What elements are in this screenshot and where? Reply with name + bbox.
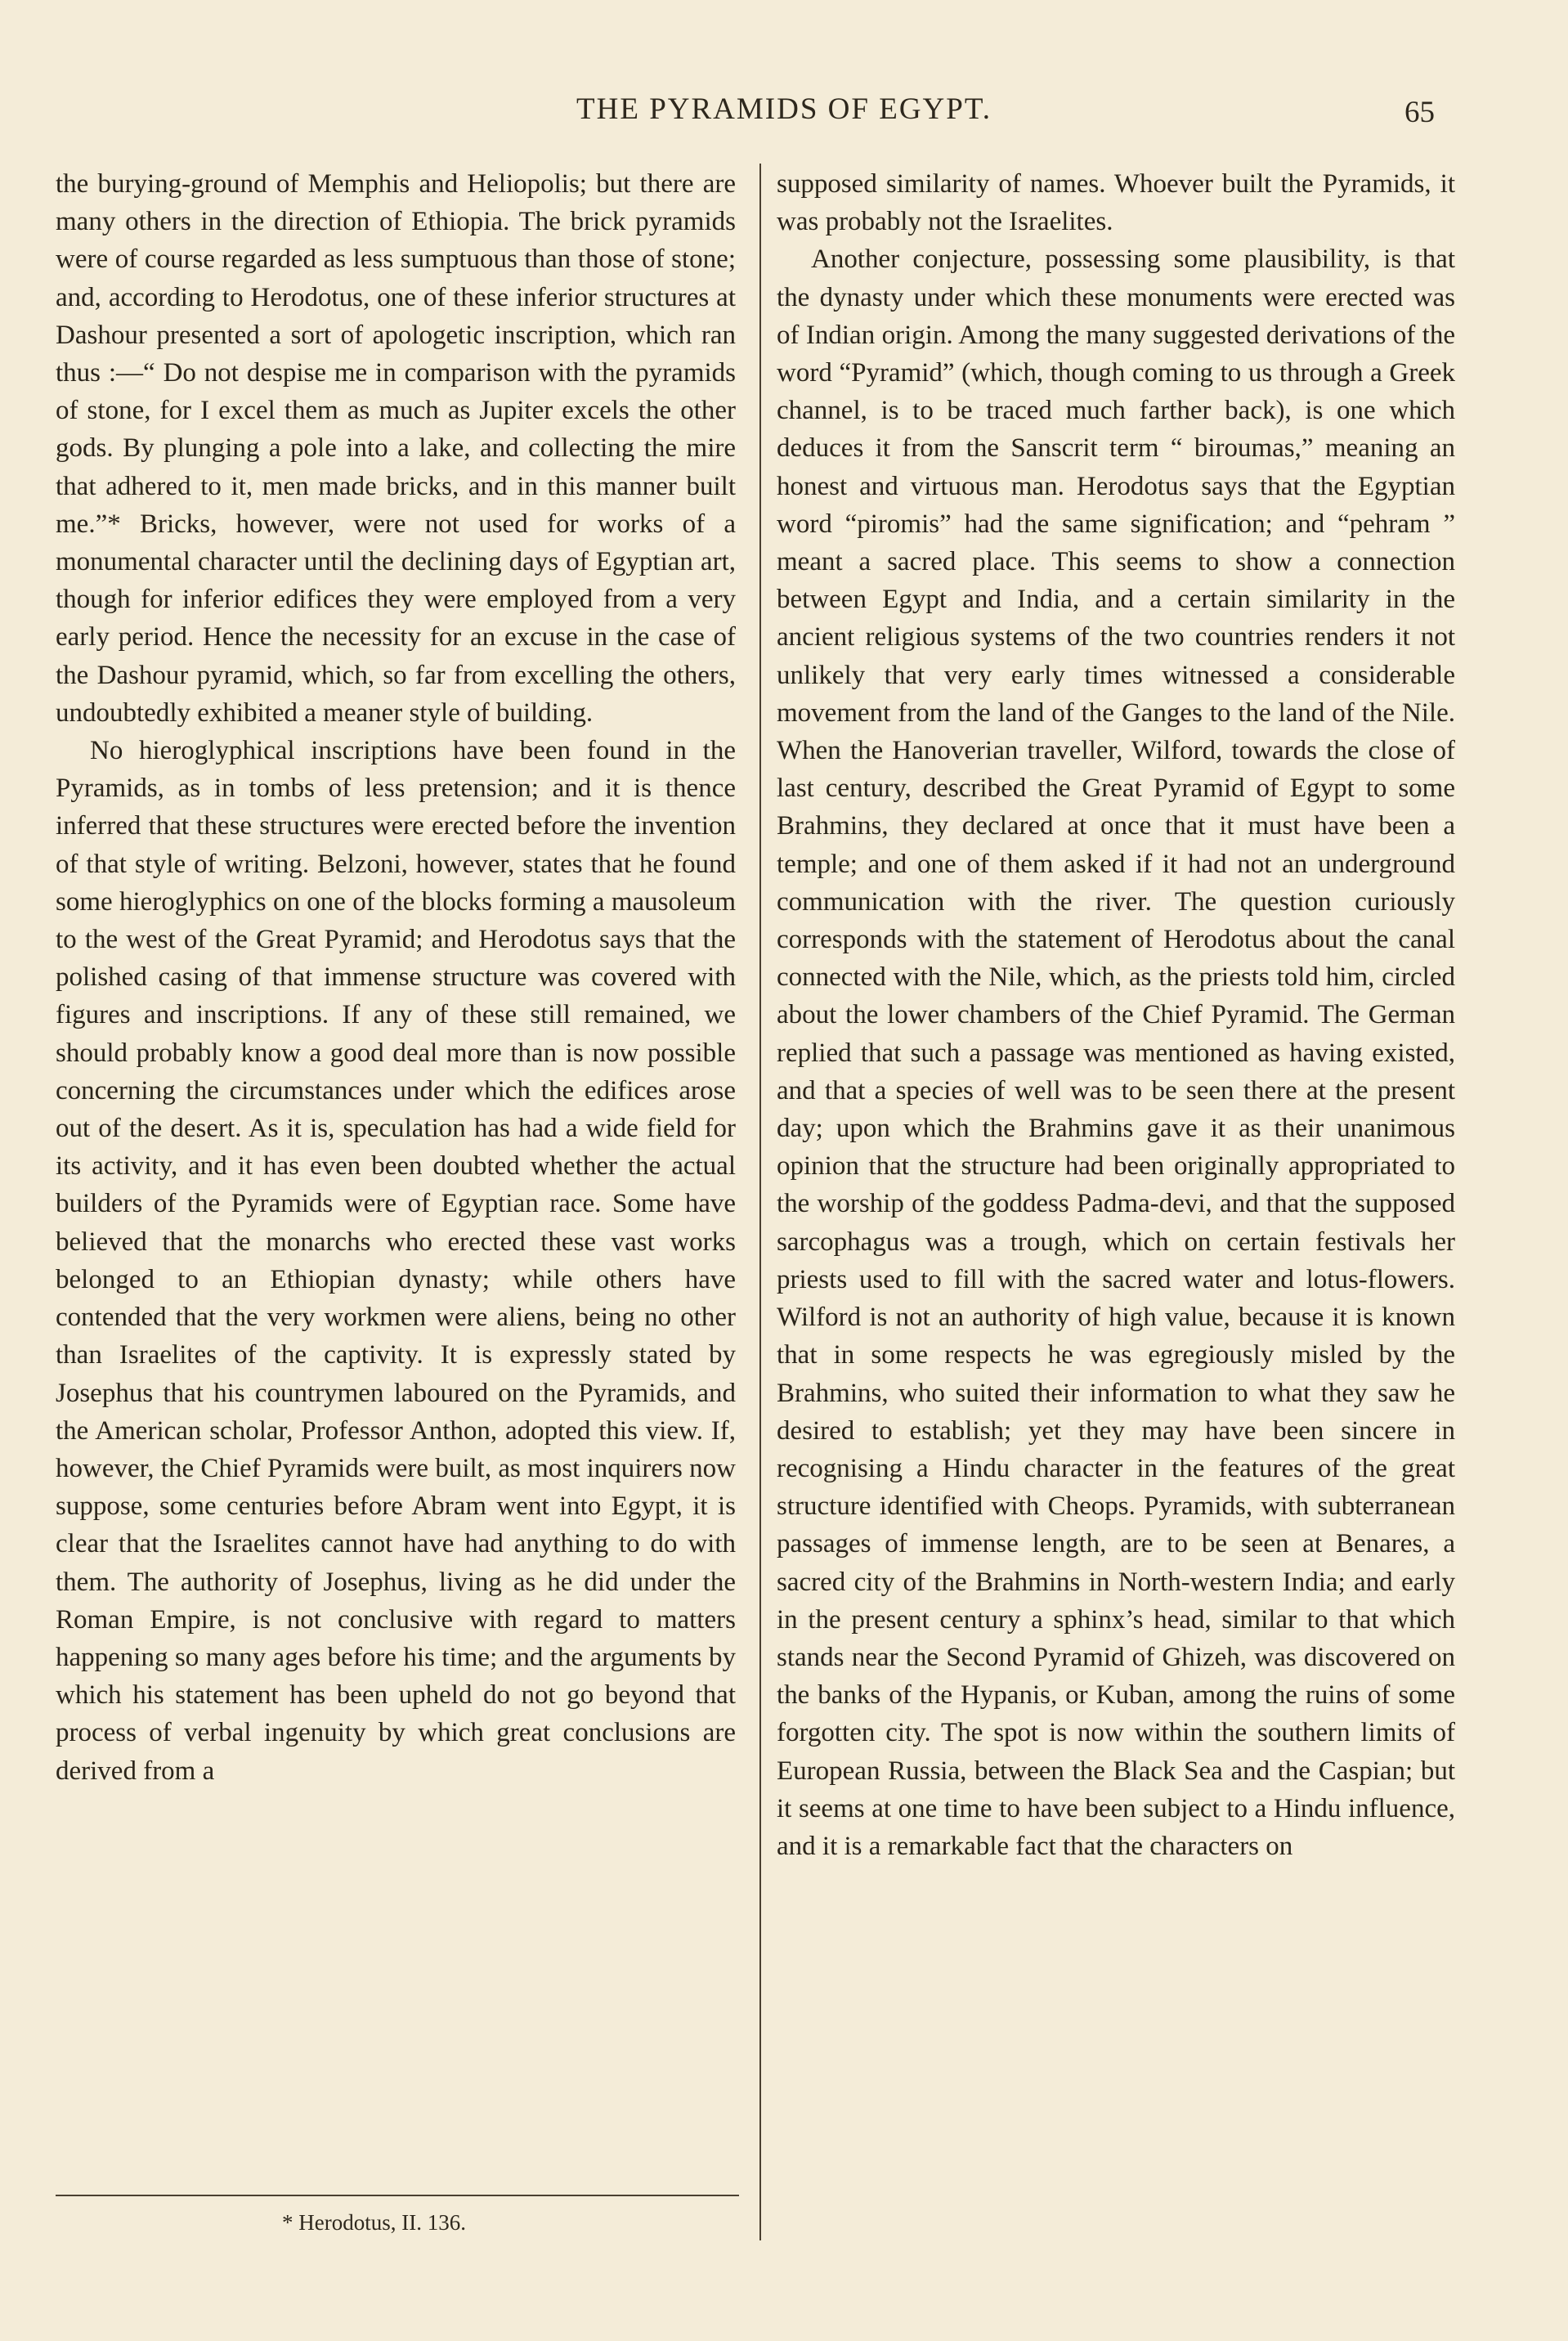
left-paragraph-1: the burying-ground of Memphis and Heliopolis; but there are many others in the direction of Ethiopia. The brick pyramids were of course regarded as less sumptuous than those of stone; and, according to Herodotus, one of these inferior structures at Dashour presented a sort of apologetic inscription, which ran thus :—“ Do not despise me in comparison with the pyramids of stone, for I excel them as much as Jupiter excels the other gods. By plunging a pole into a lake, and collecting the mire that adhered to it, men made bricks, and in this manner built me.”* Bricks, however, were not used for works of a monumental character until the declining days of Egyptian art, though for inferior edifices they were employed from a very early period. Hence the necessity for an excuse in the case of the Dashour pyramid, which, so far from excelling the others, undoubtedly exhibited a meaner style of building. xyxy=(56,169,736,728)
footnote: * Herodotus, II. 136. xyxy=(282,2210,466,2235)
right-paragraph-2: Another conjecture, possessing some plausibility, is that the dynasty under which these monuments were erected was of Indian origin. Among the many suggested derivations of the word “Pyramid” (which, though coming to us through a Greek channel, is to be traced much farther back), is one which deduces it from the Sanscrit term “ biroumas,” meaning an honest and virtuous man. Herodotus says that the Egyptian word “piromis” had the same signification; and “pehram ” meant a sacred place. This seems to show a connection between Egypt and India, and a certain similarity in the ancient religious systems of the two countries renders it not unlikely that very early times witnessed a considerable movement from the land of the Ganges to the land of the Nile. When the Hanoverian traveller, Wilford, towards the close of last century, described the Great Pyramid of Egypt to some Brahmins, they declared at once that it must have been a temple; and one of them asked if it had not an underground communication with the river. The question curiously corresponds with the statement of Herodotus about the canal connected with the Nile, which, as the priests told him, circled about the lower chambers of the Chief Pyramid. The German replied that such a passage was mentioned as having existed, and that a species of well was to be seen there at the present day; upon which the Brahmins gave it as their unanimous opinion that the structure had been originally appropriated to the worship of the goddess Padma-devi, and that the supposed sarcophagus was a trough, which on certain festivals her priests used to fill with the sacred water and lotus-flowers. Wilford is not an authority of high value, because it is known that in some respects he was egregiously misled by the Brahmins, who suited their information to what they saw he desired to establish; yet they may have been sincere in recognising a Hindu character in the features of the great structure identified with Cheops. Pyramids, with subterranean passages of immense length, are to be seen at Benares, a sacred city of the Brahmins in North-western India; and early in the present century a sphinx’s head, similar to that which stands near the Second Pyramid of Ghizeh, was discovered on the banks of the Hypanis, or Kuban, among the ruins of some forgotten city. The spot is now within the southern limits of European Russia, between the Black Sea and the Caspian; but it seems at one time to have been subject to a Hindu influence, and it is a remarkable fact that the characters on xyxy=(777,244,1455,1861)
page-number: 65 xyxy=(1404,96,1435,129)
right-column xyxy=(777,165,1455,1865)
left-column xyxy=(56,165,736,1790)
right-paragraph-1: supposed similarity of names. Whoever built the Pyramids, it was probably not the Israelites. xyxy=(777,169,1455,237)
column-divider xyxy=(759,164,761,2240)
footnote-rule xyxy=(56,2195,739,2196)
running-head-title: THE PYRAMIDS OF EGYPT. xyxy=(576,92,992,126)
left-paragraph-2: No hieroglyphical inscriptions have been found in the Pyramids, as in tombs of less pretension; and it is thence inferred that these structures were erected before the invention of that style of writing. Belzoni, however, states that he found some hieroglyphics on one of the blocks forming a mausoleum to the west of the Great Pyramid; and Herodotus says that the polished casing of that immense structure was covered with figures and inscriptions. If any of these still remained, we should probably know a good deal more than is now possible concerning the circumstances under which the edifices arose out of the desert. As it is, speculation has had a wide field for its activity, and it has even been doubted whether the actual builders of the Pyramids were of Egyptian race. Some have believed that the monarchs who erected these vast works belonged to an Ethiopian dynasty; while others have contended that the very workmen were aliens, being no other than Israelites of the captivity. It is expressly stated by Josephus that his countrymen laboured on the Pyramids, and the American scholar, Professor Anthon, adopted this view. If, however, the Chief Pyramids were built, as most inquirers now suppose, some centuries before Abram went into Egypt, it is clear that the Israelites cannot have had anything to do with them. The authority of Josephus, living as he did under the Roman Empire, is not conclusive with regard to matters happening so many ages before his time; and the arguments by which his statement has been upheld do not go beyond that process of verbal ingenuity by which great conclusions are derived from a xyxy=(56,736,736,1786)
